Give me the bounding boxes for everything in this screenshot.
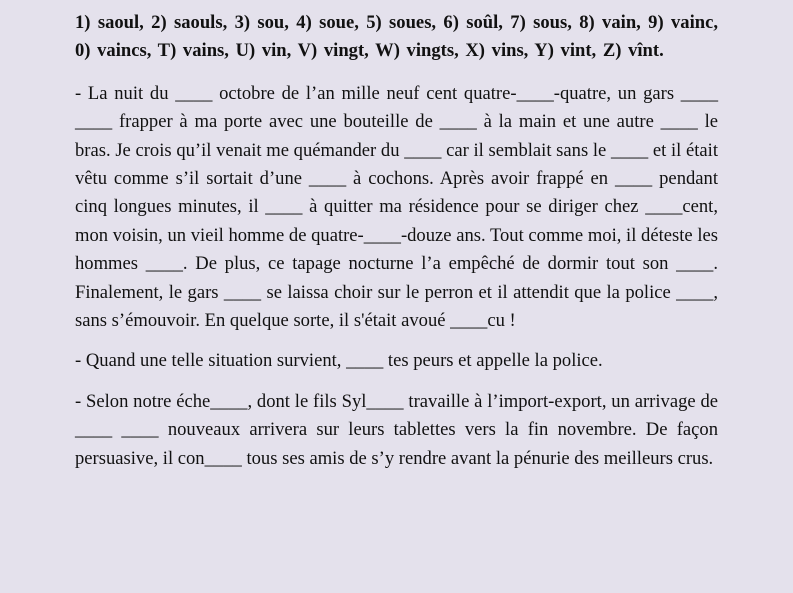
answer-options: 1) saoul, 2) saouls, 3) sou, 4) soue, 5) soues, 6) soûl, 7) sous, 8) vain, 9) vainc, 0) vaincs, T) vains, U) vin, V) vingt, W) vingts, X) vins, Y) vint, Z) vînt. [75, 12, 718, 62]
fill-in-paragraph-neighbor: - Selon notre éche____, dont le fils Syl____ travaille à l’import-export, un arrivage de ____ ____ nouveaux arrivera sur leurs tablettes vers la fin novembre. De façon persuasive, il con____ tous ses amis de s’y rendre avant la pénurie des meilleurs crus. [75, 390, 718, 469]
fill-in-paragraph-story: - La nuit du ____ octobre de l’an mille neuf cent quatre-____-quatre, un gars ____ ____ frapper à ma porte avec une bouteille de ____ à la main et une autre ____ le bras. Je crois qu’il venait me quémander du ____ car il semblait sans le ____ et il était vêtu comme s’il sortait d’une ____ à cochons. Après avoir frappé en ____ pendant cinq longues minutes, il ____ à quitter ma résidence pour se diriger chez ____cent, mon voisin, un vieil homme de quatre-____-douze ans. Tout comme moi, il déteste les hommes ____. De plus, ce tapage nocturne l’a empêché de dormir tout son ____. Finalement, le gars ____ se laissa choir sur le perron et il attendit que la police ____, sans s’émouvoir. En quelque sorte, il s'était avoué ____cu ! [75, 82, 718, 332]
fill-in-paragraph-situation: - Quand une telle situation survient, ____ tes peurs et appelle la police. [75, 350, 603, 372]
